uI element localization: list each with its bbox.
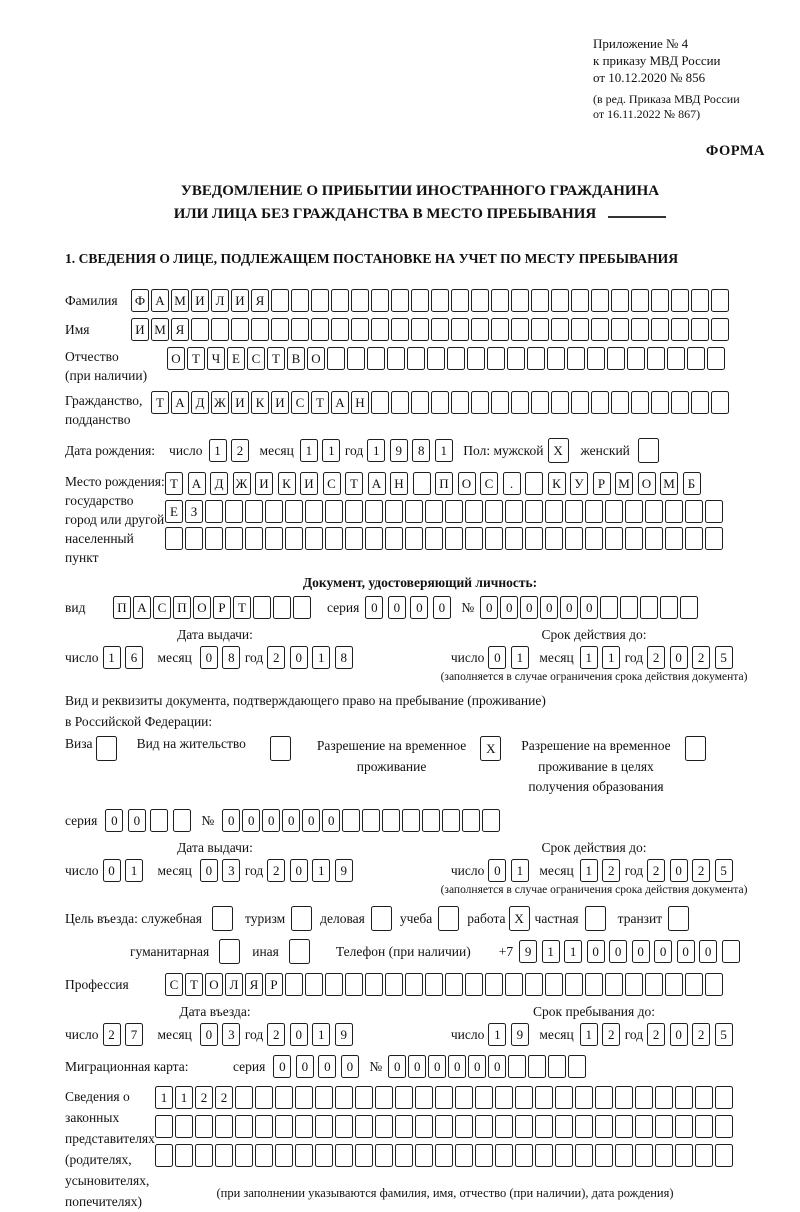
representatives-cells-stack [155, 1086, 735, 1201]
sex-male-label: Пол: мужской [463, 442, 544, 458]
permit-valid-col [413, 840, 775, 896]
doc-type-cells[interactable]: П А С П О Р Т [113, 596, 313, 619]
purpose-transit-label: транзит [617, 910, 663, 926]
representatives-note: (при заполнении указываются фамилия, имя, отчество (при наличии), дата рождения) [216, 1185, 674, 1200]
permit-valid-year-cells[interactable]: 2 0 2 5 [647, 859, 737, 882]
doc-valid-heading: Срок действия до: [541, 627, 647, 643]
edition-line-1: (в ред. Приказа МВД России [593, 91, 740, 106]
birthplace-row3-cells[interactable] [165, 527, 725, 550]
birthplace-label-line2: государство [65, 493, 134, 509]
representatives-label-line1: Сведения о [65, 1089, 130, 1105]
residence-permit-label: Вид на жительство [136, 736, 246, 752]
birthplace-label-line1: Место рождения: [65, 474, 165, 490]
patronymic-label-line1: Отчество [65, 349, 119, 365]
purpose-tourism-label: туризм [245, 910, 286, 926]
purpose-official-label: Цель въезда: служебная [65, 910, 202, 926]
surname-label: Фамилия [65, 292, 118, 308]
doc-issue-month-cells[interactable]: 0 8 [200, 646, 245, 669]
purpose-humanitarian-checkbox[interactable] [219, 939, 242, 964]
permit-issue-day-cells[interactable]: 0 1 [103, 859, 148, 882]
doc-issue-day-cells[interactable]: 1 6 [103, 646, 148, 669]
purpose-other-label: иная [252, 943, 279, 959]
purpose-official-checkbox[interactable] [212, 906, 235, 931]
permit-valid-day-cells[interactable]: 0 1 [488, 859, 533, 882]
doc-valid-day-label: число [450, 649, 485, 665]
representatives-label-line3: представителях [65, 1131, 155, 1147]
entry-day-label: число [65, 1026, 99, 1042]
permit-dates [65, 840, 775, 896]
entry-date-heading: Дата въезда: [179, 1004, 251, 1020]
entry-year-cells[interactable]: 2 0 1 9 [267, 1023, 357, 1046]
stay-year-label: год [624, 1026, 644, 1042]
stay-until-col [413, 1004, 775, 1046]
temp-permit-edu-label-line3: получения образования [528, 778, 664, 794]
form-title-line1: УВЕДОМЛЕНИЕ О ПРИБЫТИИ ИНОСТРАННОГО ГРАЖДАНИНА [180, 182, 660, 199]
sex-female-checkbox[interactable] [638, 438, 661, 463]
permit-issue-month-label: месяц [157, 862, 192, 878]
permit-type-row [65, 736, 775, 797]
entry-date-col [65, 1004, 413, 1046]
patronymic-row [65, 347, 775, 385]
form-marker: ФОРМА [705, 142, 765, 159]
form-title-line2: ИЛИ ЛИЦА БЕЗ ГРАЖДАНСТВА В МЕСТО ПРЕБЫВАНИЯ [173, 206, 597, 223]
birth-year-label: год [344, 442, 364, 458]
stay-until-heading: Срок пребывания до: [533, 1004, 655, 1020]
doc-number-label: № [461, 599, 475, 615]
migration-series-label: серия [233, 1058, 266, 1074]
permit-valid-note: (заполняется в случае ограничения срока действия документа) [440, 884, 748, 897]
purpose-row [65, 906, 775, 931]
doc-valid-month-cells[interactable]: 1 1 [580, 646, 625, 669]
purpose-tourism-checkbox[interactable] [291, 906, 314, 931]
birth-year-cells[interactable]: 1 9 8 1 [367, 439, 457, 462]
appendix-block [593, 36, 775, 123]
representatives-label-line5: усыновителях, [65, 1173, 150, 1189]
migration-series-cells[interactable]: 0 0 0 0 [273, 1055, 363, 1078]
permit-valid-month-label: месяц [539, 862, 574, 878]
title-blank-underline [608, 204, 666, 218]
citizenship-label-line2: подданство [65, 412, 131, 428]
stay-year-cells[interactable]: 2 0 2 5 [647, 1023, 737, 1046]
appendix-line-3: от 10.12.2020 № 856 [593, 69, 706, 85]
temp-permit-label [317, 736, 466, 777]
name-label: Имя [65, 321, 90, 337]
birth-day-cells[interactable]: 1 2 [209, 439, 254, 462]
doc-issue-year-label: год [244, 649, 264, 665]
permit-number-cells[interactable]: 0 0 0 0 0 0 [222, 809, 502, 832]
doc-issue-row [65, 646, 413, 669]
purpose-business-label: деловая [320, 910, 365, 926]
temp-permit-label-line1: Разрешение на временное [316, 738, 467, 754]
residence-doc-line1: Вид и реквизиты документа, подтверждающего право на пребывание (проживание) [65, 693, 546, 709]
temp-permit-edu-checkbox[interactable] [685, 736, 708, 761]
name-cells[interactable]: И М Я [131, 318, 731, 341]
representatives-row2-cells[interactable] [155, 1115, 735, 1138]
citizenship-row [65, 391, 775, 429]
permit-issue-row [65, 859, 413, 882]
stay-month-label: месяц [539, 1026, 574, 1042]
doc-issue-year-cells[interactable]: 2 0 1 8 [267, 646, 357, 669]
representatives-label-line6: попечителях) [65, 1194, 142, 1210]
purpose-private-checkbox[interactable] [585, 906, 608, 931]
stay-day-label: число [450, 1026, 485, 1042]
representatives-row3-cells[interactable] [155, 1144, 735, 1167]
birth-day-label: число [169, 442, 203, 458]
doc-valid-row [413, 646, 775, 669]
doc-issue-col [65, 627, 413, 683]
birthplace-cells-stack [165, 472, 725, 555]
birth-date-row [65, 438, 775, 463]
entry-dates [65, 1004, 775, 1046]
temp-permit-edu-label-line1: Разрешение на временное [521, 738, 671, 754]
representatives-label-line4: (родителях, [65, 1152, 132, 1168]
permit-issue-day-label: число [65, 862, 99, 878]
entry-year-label: год [244, 1026, 264, 1042]
permit-series-label: серия [65, 812, 98, 828]
doc-valid-day-cells[interactable]: 0 1 [488, 646, 533, 669]
migration-card-label: Миграционная карта: [65, 1058, 189, 1074]
doc-type-label: вид [65, 599, 86, 615]
purpose-business-checkbox[interactable] [371, 906, 394, 931]
doc-issue-month-label: месяц [157, 649, 192, 665]
stay-until-row [413, 1023, 775, 1046]
doc-valid-year-cells[interactable]: 2 0 2 5 [647, 646, 737, 669]
entry-date-row [65, 1023, 413, 1046]
birth-month-label: месяц [259, 442, 294, 458]
doc-series-label: серия [327, 599, 360, 615]
doc-valid-note: (заполняется в случае ограничения срока действия документа) [440, 671, 748, 684]
permit-valid-day-label: число [450, 862, 485, 878]
surname-row [65, 289, 775, 312]
doc-series-cells[interactable]: 0 0 0 0 [365, 596, 455, 619]
phone-label: Телефон (при наличии) [335, 943, 471, 959]
section1-heading: 1. СВЕДЕНИЯ О ЛИЦЕ, ПОДЛЕЖАЩЕМ ПОСТАНОВКЕ НА УЧЕТ ПО МЕСТУ ПРЕБЫВАНИЯ [65, 251, 679, 267]
doc-issue-heading: Дата выдачи: [177, 627, 253, 643]
birthplace-label-line3: город или другой [65, 512, 165, 528]
sex-male-checkbox[interactable]: X [548, 438, 571, 463]
purpose-other-checkbox[interactable] [289, 939, 312, 964]
name-row [65, 318, 775, 341]
purpose-row2 [130, 939, 775, 964]
citizenship-label-line1: Гражданство, [65, 393, 143, 409]
permit-series-row [65, 809, 775, 832]
surname-cells[interactable]: Ф А М И Л И Я [131, 289, 731, 312]
profession-row [65, 973, 775, 996]
permit-valid-month-cells[interactable]: 1 2 [580, 859, 625, 882]
permit-issue-month-cells[interactable]: 0 3 [200, 859, 245, 882]
doc-valid-col [413, 627, 775, 683]
identity-doc-row [65, 596, 775, 619]
representatives-label-line2: законных [65, 1110, 120, 1126]
permit-valid-heading: Срок действия до: [541, 840, 647, 856]
form-title [65, 180, 775, 227]
patronymic-label-line2: (при наличии) [65, 368, 148, 384]
temp-permit-checkbox[interactable]: X [480, 736, 503, 761]
profession-cells[interactable]: С Т О Л Я Р [165, 973, 725, 996]
purpose-transit-checkbox[interactable] [668, 906, 691, 931]
patronymic-label [65, 347, 167, 385]
permit-valid-row [413, 859, 775, 882]
purpose-work-checkbox[interactable]: X [509, 906, 532, 931]
residence-doc-line2: в Российской Федерации: [65, 714, 213, 730]
temp-permit-edu-label [521, 736, 670, 797]
doc-number-cells[interactable]: 0 0 0 0 0 0 [480, 596, 700, 619]
doc-valid-year-label: год [624, 649, 644, 665]
appendix-line-2: к приказу МВД России [593, 52, 721, 68]
visa-label: Виза [65, 736, 93, 752]
permit-issue-col [65, 840, 413, 896]
permit-valid-year-label: год [624, 862, 644, 878]
phone-cells[interactable]: 9 1 1 0 0 0 0 0 0 [519, 940, 744, 963]
appendix-line-1: Приложение № 4 [593, 36, 689, 51]
birth-month-cells[interactable]: 1 1 [300, 439, 345, 462]
birthplace-label [65, 472, 165, 567]
permit-number-label: № [201, 812, 215, 828]
purpose-study-label: учеба [399, 910, 433, 926]
permit-issue-year-label: год [244, 862, 264, 878]
migration-card-row [65, 1055, 775, 1078]
doc-valid-month-label: месяц [539, 649, 574, 665]
patronymic-cells[interactable]: О Т Ч Е С Т В О [167, 347, 727, 370]
birth-date-label: Дата рождения: [65, 442, 156, 458]
birthplace-block [65, 472, 775, 567]
birthplace-row2-cells[interactable]: Е З [165, 500, 725, 523]
permit-series-cells[interactable]: 0 0 [105, 809, 195, 832]
entry-month-cells[interactable]: 0 3 [200, 1023, 245, 1046]
purpose-work-label: работа [467, 910, 506, 926]
purpose-study-checkbox[interactable] [438, 906, 461, 931]
stay-month-cells[interactable]: 1 2 [580, 1023, 625, 1046]
identity-doc-heading: Документ, удостоверяющий личность: [302, 575, 538, 591]
birthplace-row1-cells[interactable]: Т А Д Ж И К И С Т А Н П О С . К У Р М О М Б [165, 472, 725, 495]
entry-day-cells[interactable]: 2 7 [103, 1023, 148, 1046]
sex-female-label: женский [580, 442, 630, 458]
citizenship-cells[interactable]: Т А Д Ж И К И С Т А Н [151, 391, 731, 414]
visa-checkbox[interactable] [96, 736, 119, 761]
purpose-private-label: частная [534, 910, 579, 926]
temp-permit-label-line2: проживание [356, 758, 427, 774]
birthplace-label-line4: населенный пункт [65, 531, 134, 566]
temp-permit-edu-label-line2: проживание в целях [538, 758, 654, 774]
profession-label: Профессия [65, 976, 129, 992]
representatives-label [65, 1086, 155, 1212]
form-title-line2-wrap [65, 203, 775, 226]
stay-day-cells[interactable]: 1 9 [488, 1023, 533, 1046]
edition-line-2: от 16.11.2022 № 867) [593, 107, 701, 122]
purpose-humanitarian-label: гуманитарная [130, 943, 210, 959]
identity-doc-dates [65, 627, 775, 683]
migration-number-label: № [369, 1058, 383, 1074]
entry-month-label: месяц [157, 1026, 192, 1042]
residence-permit-checkbox[interactable] [270, 736, 293, 761]
migration-number-cells[interactable]: 0 0 0 0 0 0 [388, 1055, 588, 1078]
permit-issue-heading: Дата выдачи: [177, 840, 253, 856]
permit-issue-year-cells[interactable]: 2 0 1 9 [267, 859, 357, 882]
phone-prefix: +7 [498, 943, 514, 959]
citizenship-label [65, 391, 151, 429]
doc-issue-day-label: число [65, 649, 99, 665]
representatives-block [65, 1086, 775, 1212]
representatives-row1-cells[interactable]: 1 1 2 2 [155, 1086, 735, 1109]
